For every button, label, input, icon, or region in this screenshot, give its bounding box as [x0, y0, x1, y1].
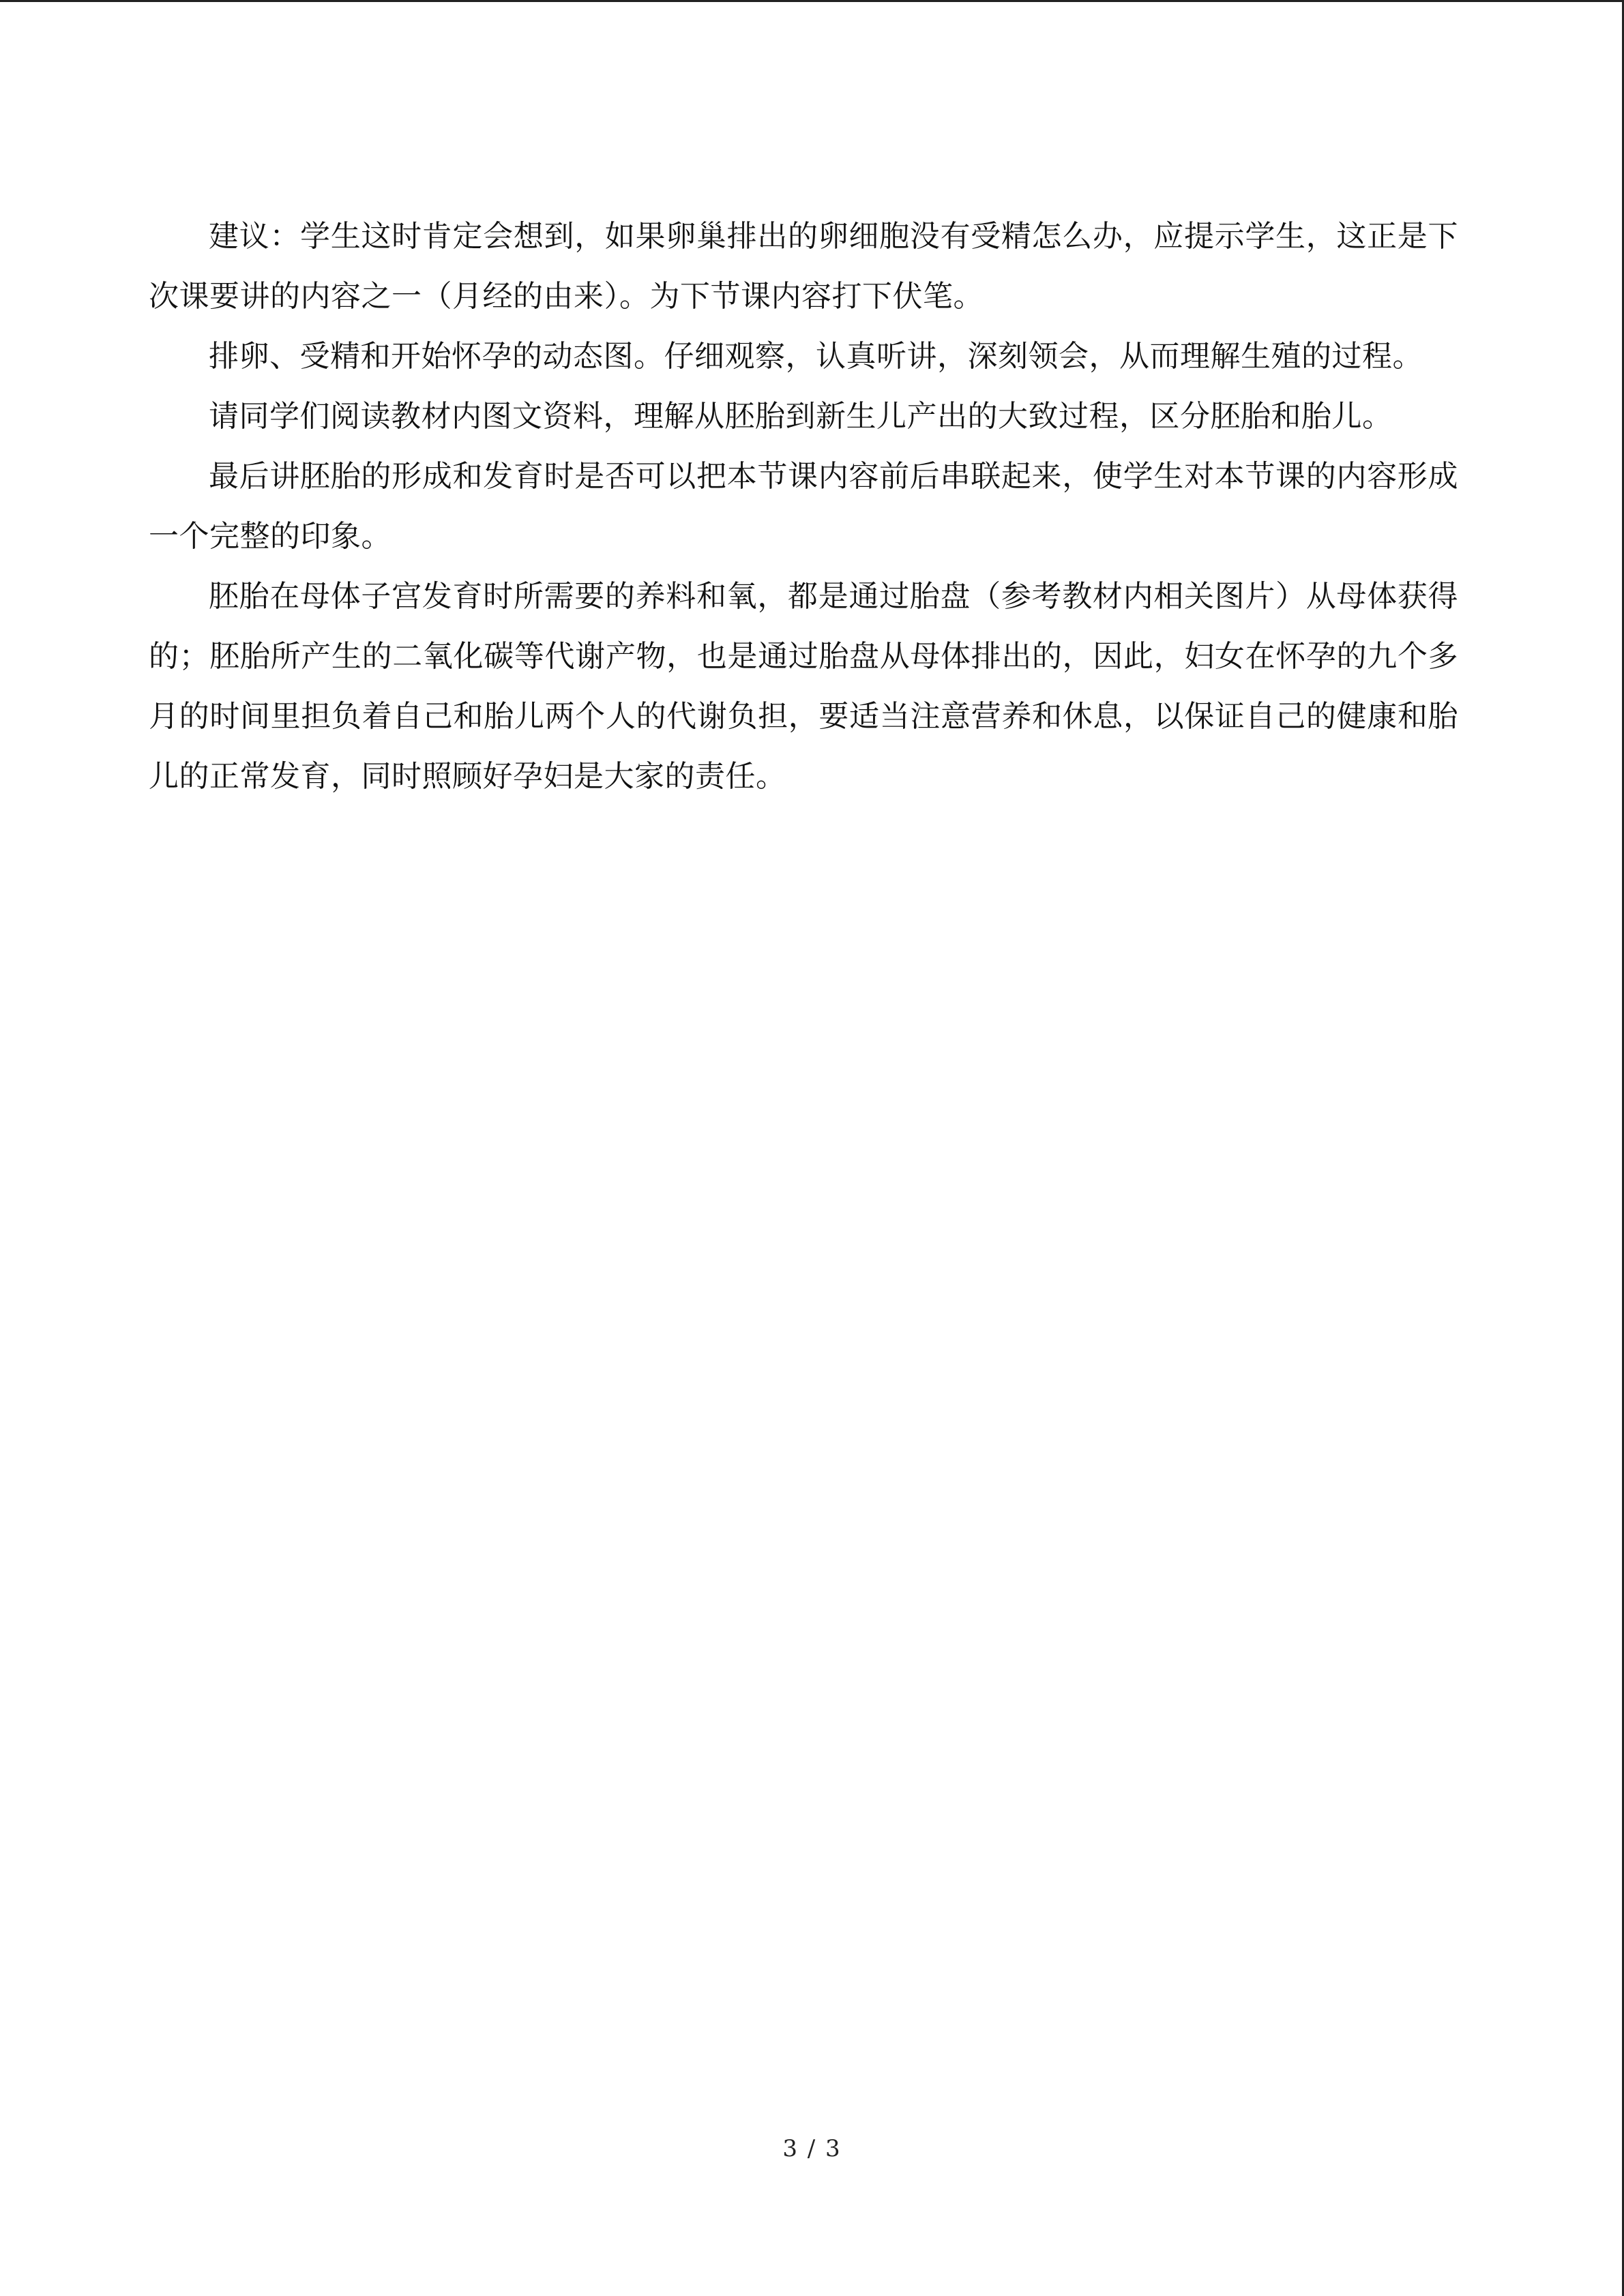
paragraph-reading: 请同学们阅读教材内图文资料，理解从胚胎到新生儿产出的大致过程，区分胚胎和胎儿。: [209, 399, 1393, 434]
page-number: 3 / 3: [782, 2135, 842, 2162]
paragraph-placenta: 胚胎在母体子宫发育时所需要的养料和氧，都是通过胎盘（参考教材内相关图片）从母体获得的；胚胎所产生的二氧化碳等代谢产物，也是通过胎盘从母体排出的，因此，妇女在怀孕的九个多月的时间里担负着自己和胎儿两个人的代谢负担，要适当注意营养和休息，以保证自己的健康和胎儿的正常发育，同时照顾好孕妇是大家的责任。: [149, 579, 1458, 794]
paragraph-ovulation: 排卵、受精和开始怀孕的动态图。仔细观察，认真听讲，深刻领会，从而理解生殖的过程。: [209, 339, 1423, 374]
body-text: [149, 207, 1458, 807]
paragraph-suggestion: 建议：学生这时肯定会想到，如果卵巢排出的卵细胞没有受精怎么办，应提示学生，这正是下次课要讲的内容之一（月经的由来）。为下节课内容打下伏笔。: [149, 219, 1458, 314]
paragraph-summary: 最后讲胚胎的形成和发育时是否可以把本节课内容前后串联起来，使学生对本节课的内容形成一个完整的印象。: [149, 459, 1458, 554]
